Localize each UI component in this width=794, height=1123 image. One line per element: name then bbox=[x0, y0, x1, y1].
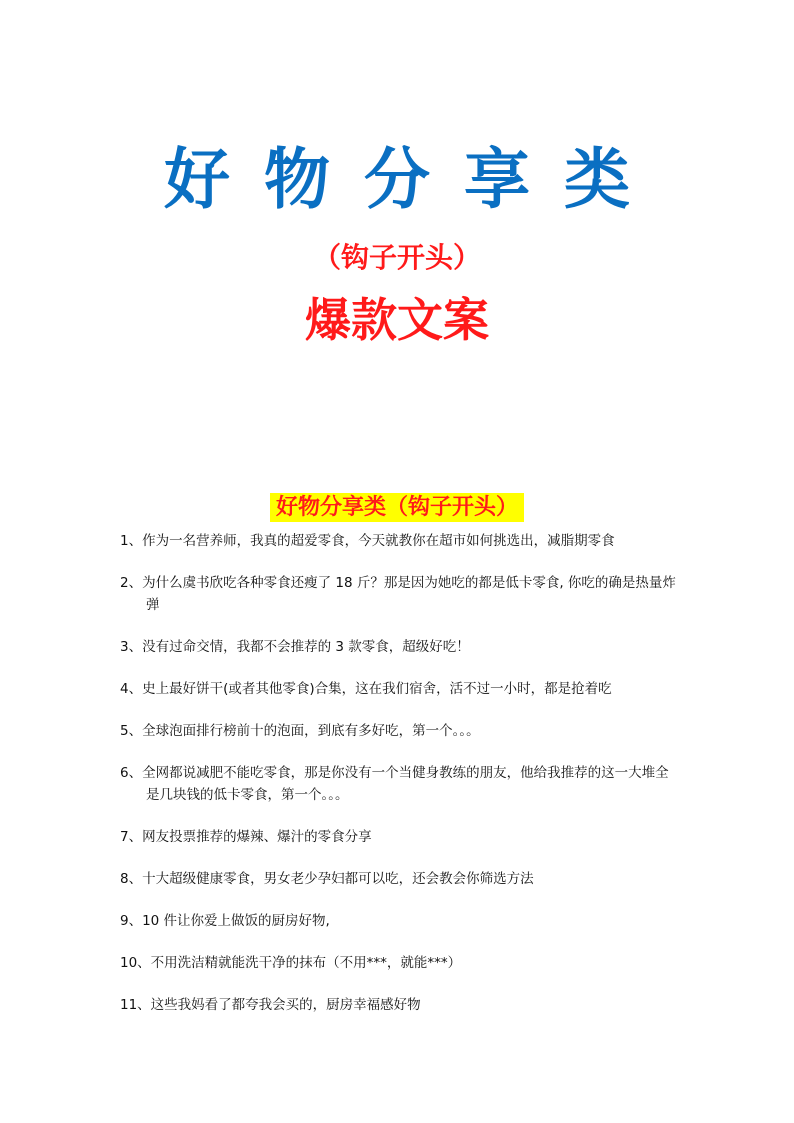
list-item: 3、没有过命交情，我都不会推荐的 3 款零食，超级好吃！ bbox=[120, 639, 470, 655]
list-item: 9、10 件让你爱上做饭的厨房好物, bbox=[120, 913, 330, 929]
cover-subtitle: （钩子开头） bbox=[312, 241, 481, 274]
list-item: 10、不用洗洁精就能洗干净的抹布（不用***，就能***） bbox=[120, 955, 462, 971]
cover-title: 好物分享类 bbox=[164, 141, 664, 218]
hook-list bbox=[120, 530, 680, 1036]
cover-main-title: 爆款文案 bbox=[305, 293, 489, 347]
list-item: 4、史上最好饼干(或者其他零食)合集，这在我们宿舍，活不过一小时，都是抢着吃 bbox=[120, 681, 612, 697]
section-heading bbox=[0, 492, 794, 524]
list-item: 2、为什么虞书欣吃各种零食还瘦了 18 斤？那是因为她吃的都是低卡零食, 你吃的确是热量炸弹 bbox=[120, 575, 676, 613]
list-item: 5、全球泡面排行榜前十的泡面，到底有多好吃，第一个。。。 bbox=[120, 723, 480, 739]
list-item: 6、全网都说减肥不能吃零食，那是你没有一个当健身教练的朋友，他给我推荐的这一大堆全是几块钱的低卡零食，第一个。。。 bbox=[120, 765, 669, 803]
list-item: 7、网友投票推荐的爆辣、爆汁的零食分享 bbox=[120, 829, 372, 845]
list-item: 11、这些我妈看了都夸我会买的，厨房幸福感好物 bbox=[120, 997, 421, 1013]
section-heading-text: 好物分享类（钩子开头） bbox=[270, 493, 524, 522]
list-item: 1、作为一名营养师，我真的超爱零食，今天就教你在超市如何挑选出，减脂期零食 bbox=[120, 533, 615, 549]
list-item: 8、十大超级健康零食，男女老少孕妇都可以吃，还会教会你筛选方法 bbox=[120, 871, 534, 887]
